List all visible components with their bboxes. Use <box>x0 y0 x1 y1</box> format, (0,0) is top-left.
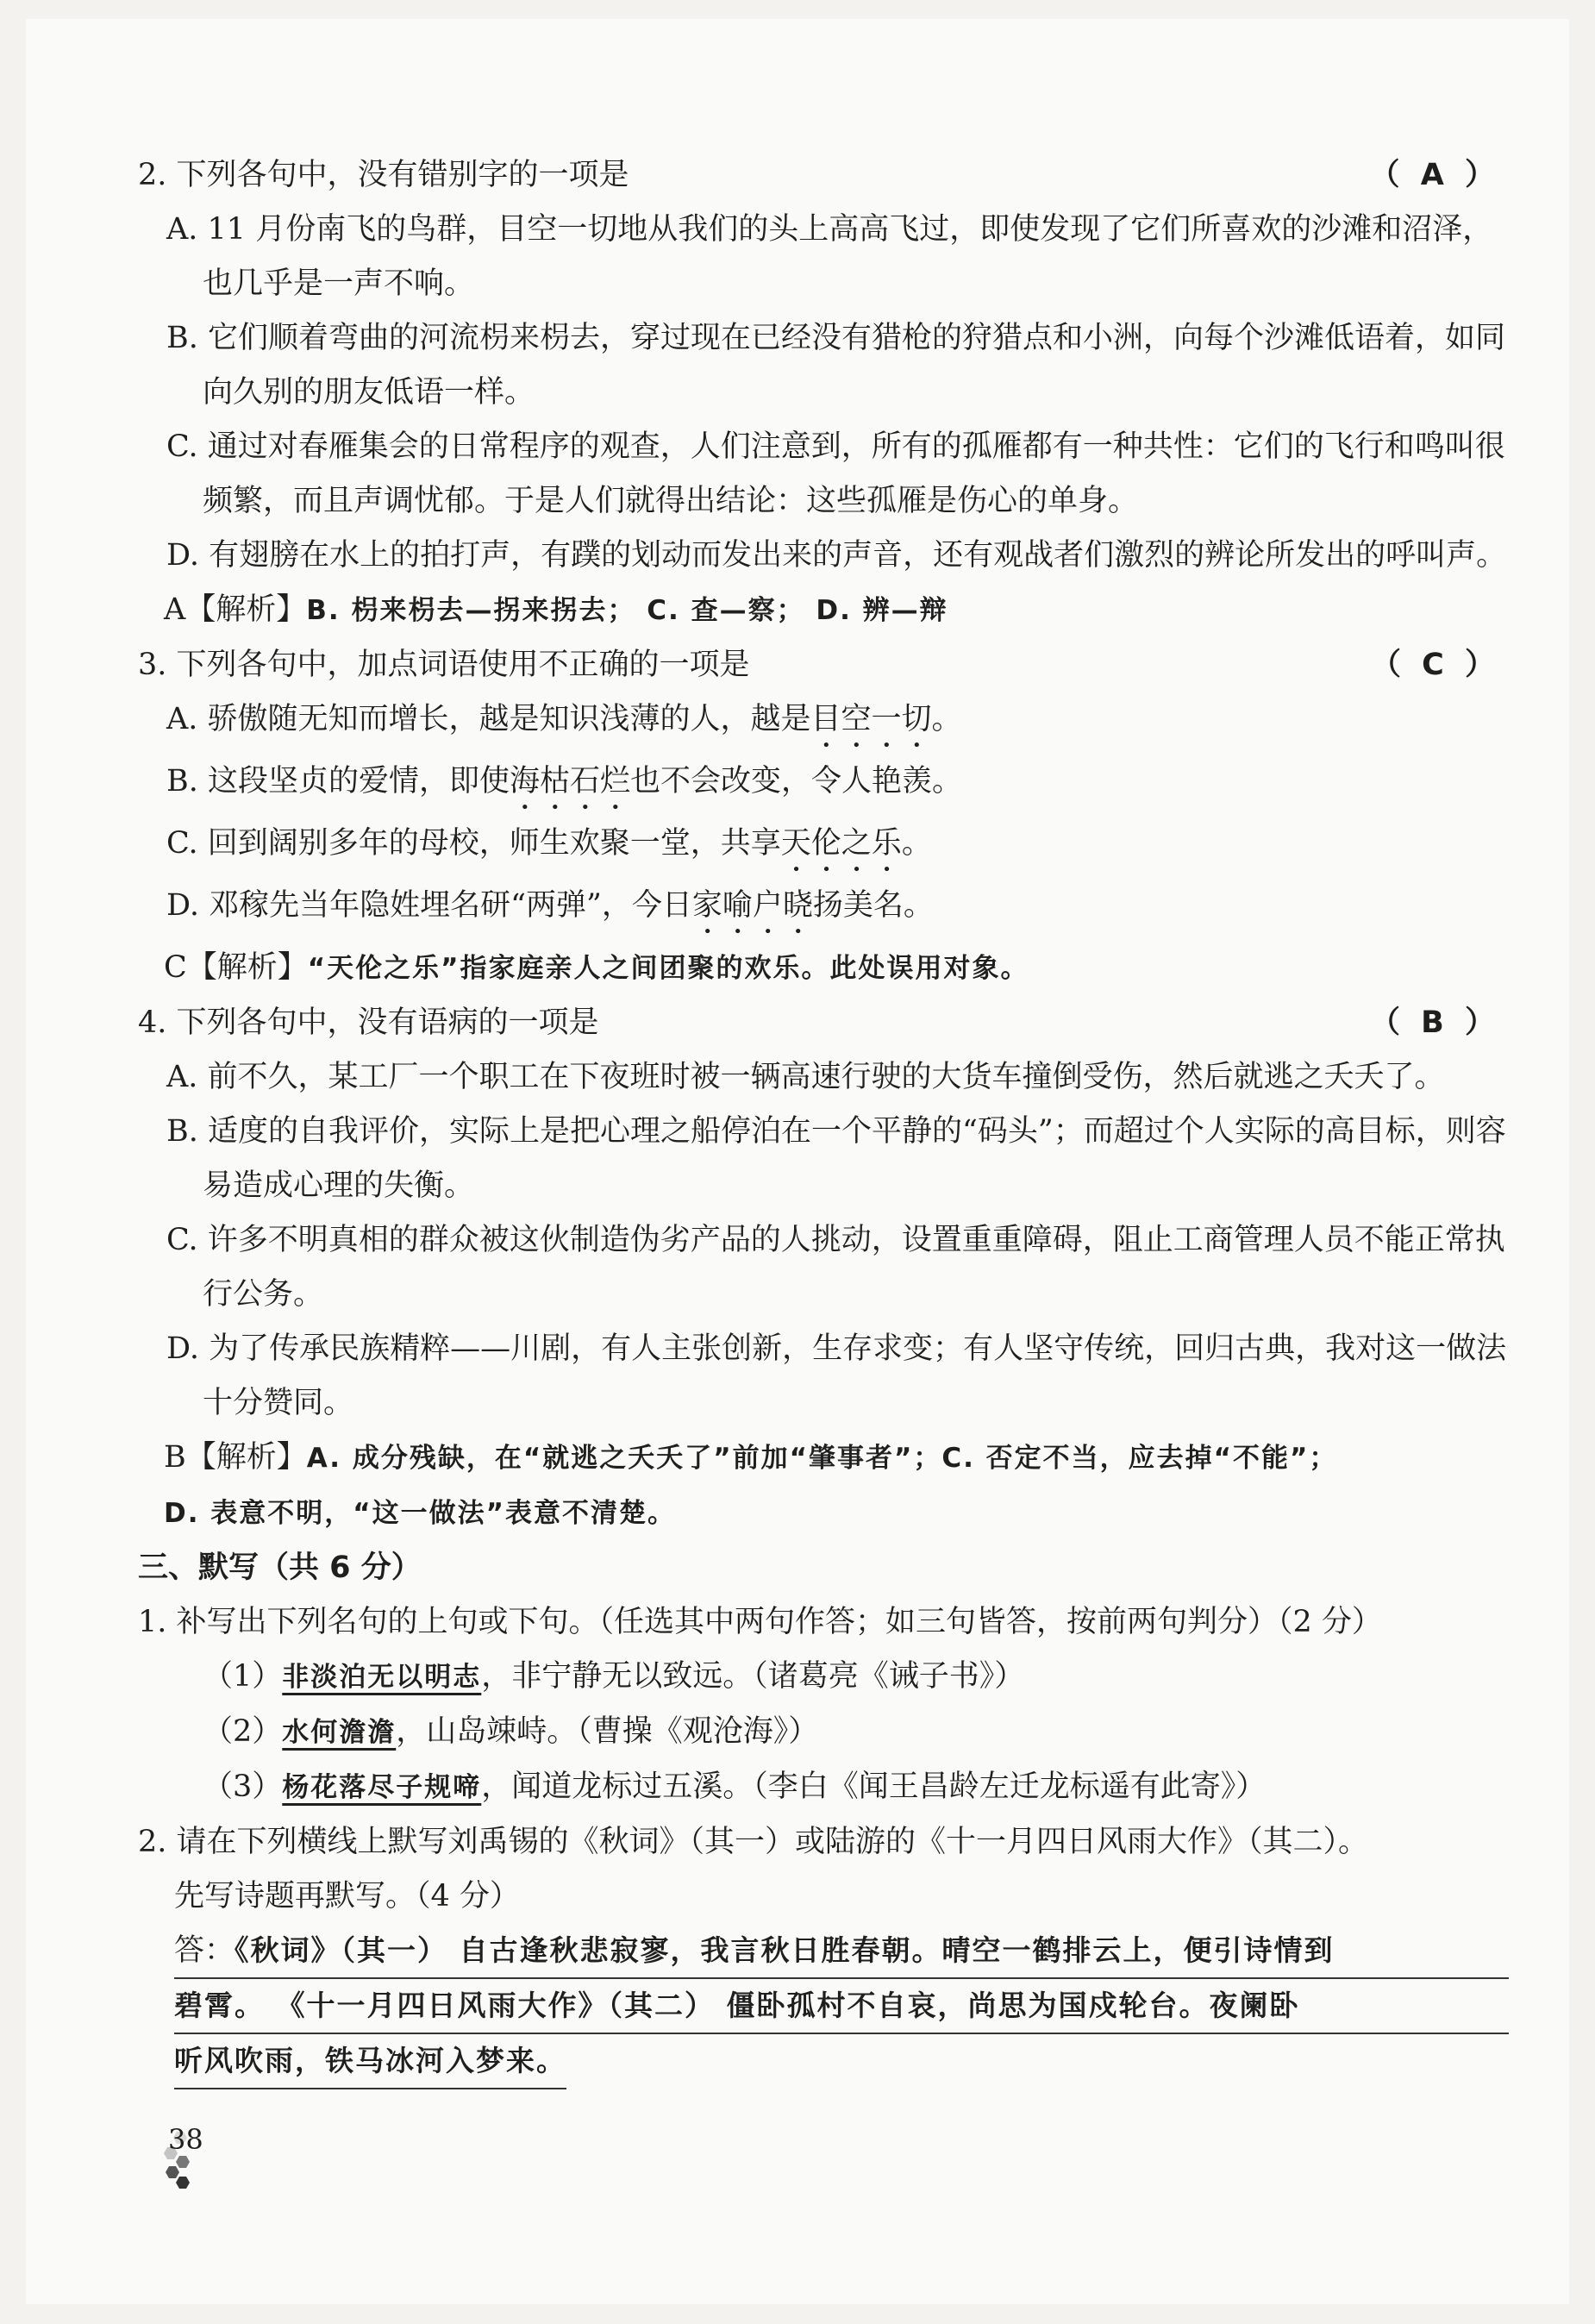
option-a <box>138 692 1509 755</box>
explanation-tag: A【解析】 <box>164 592 307 627</box>
option-text: 扬美名。 <box>812 888 934 923</box>
handwritten-answer-block <box>138 1924 1509 2089</box>
option-text: A. 骄傲随无知而增长，越是知识浅薄的人，越是 <box>166 702 811 736</box>
question-stem: 2. 请在下列横线上默写刘禹锡的《秋词》（其一）或陆游的《十一月四日风雨大作》（其二）。 <box>138 1825 1369 1859</box>
item-text: ，山岛竦峙。（曹操《观沧海》） <box>396 1714 819 1749</box>
explanation-text: “天伦之乐”指家庭亲人之间团聚的欢乐。此处误用对象。 <box>307 953 1029 984</box>
option-c <box>138 817 1509 879</box>
option-d: D. 有翅膀在水上的拍打声，有蹼的划动而发出来的声音，还有观战者们激烈的辨论所发出的呼叫声。 <box>166 538 1507 573</box>
option-d <box>138 879 1509 941</box>
option-b: B. 适度的自我评价，实际上是把心理之船停泊在一个平静的“码头”；而超过个人实际的高目标，则容易造成心理的失衡。 <box>166 1114 1506 1203</box>
page <box>26 19 1569 2304</box>
answer-text: 碧霄。 《十一月四日风雨大作》（其二） 僵卧孤村不自哀，尚思为国戍轮台。夜阑卧 <box>174 1989 1300 2022</box>
dotted-phrase: 目空一切 <box>810 702 932 736</box>
option-d: D. 为了传承民族精粹——川剧，有人主张创新，生存求变；有人坚守传统，回归古典，我对这一做法十分赞同。 <box>166 1331 1507 1420</box>
option-b: B. 它们顺着弯曲的河流枴来枴去，穿过现在已经没有猎枪的狩猎点和小洲，向每个沙滩低语着，如同向久别的朋友低语一样。 <box>166 321 1505 410</box>
item-number: （3） <box>203 1770 283 1804</box>
answer-line-2 <box>174 1979 1509 2034</box>
handwritten-answer: 水何澹澹 <box>282 1717 397 1748</box>
question-stem: 4. 下列各句中，没有语病的一项是 <box>138 1005 599 1040</box>
explanation-text: B. 枴来枴去—拐来拐去； C. 查—察； D. 辨—辩 <box>306 595 948 626</box>
explanation-text: A. 成分残缺，在“就逃之夭夭了”前加“肇事者”；C. 否定不当，应去掉“不能”； <box>306 1443 1338 1474</box>
option-c: C. 许多不明真相的群众被这伙制造伪劣产品的人挑动，设置重重障碍，阻止工商管理人员不能正常执行公务。 <box>166 1223 1505 1312</box>
option-b <box>138 755 1509 817</box>
dotted-phrase: 海枯石烂 <box>509 764 630 799</box>
section-title: 三、默写（共 6 分） <box>138 1550 422 1585</box>
fill-item-2 <box>138 1705 1509 1760</box>
question-stem-continued: 先写诗题再默写。（4 分） <box>174 1879 520 1914</box>
explanation-tag: B【解析】 <box>164 1440 307 1475</box>
explanation-continued <box>138 1486 1509 1541</box>
dotted-phrase: 天伦之乐 <box>780 826 902 861</box>
answer-bracket: （ C ） <box>1370 648 1500 682</box>
option-a: A. 前不久，某工厂一个职工在下夜班时被一辆高速行驶的大货车撞倒受伤，然后就逃之夭夭了。 <box>166 1060 1445 1094</box>
answer-text: 听风吹雨，铁马冰河入梦来。 <box>174 2044 566 2077</box>
page-number: 38 <box>168 2123 203 2156</box>
option-text: B. 这段坚贞的爱情，即使 <box>166 764 510 799</box>
option-text: C. 回到阔别多年的母校，师生欢聚一堂，共享 <box>166 826 781 861</box>
answer-line-1 <box>174 1924 1509 1979</box>
answer-text: 《秋词》（其一） 自古逢秋悲寂寥，我言秋日胜春朝。晴空一鹤排云上，便引诗情到 <box>235 1933 1335 1967</box>
item-text: ，闻道龙标过五溪。（李白《闻王昌龄左迁龙标遥有此寄》） <box>481 1770 1267 1804</box>
option-text: 。 <box>901 826 932 861</box>
option-a: A. 11 月份南飞的鸟群，目空一切地从我们的头上高高飞过，即使发现了它们所喜欢的沙滩和沼泽，也几乎是一声不响。 <box>166 212 1493 301</box>
option-text: 。 <box>931 702 962 736</box>
fill-item-1 <box>138 1650 1509 1705</box>
explanation-tag: C【解析】 <box>164 950 308 985</box>
question-stem: 1. 补写出下列名句的上句或下句。（任选其中两句作答；如三句皆答，按前两句判分）（2 分） <box>138 1605 1382 1639</box>
answer-prefix: 答： <box>174 1933 235 1968</box>
handwritten-answer: 非淡泊无以明志 <box>282 1662 482 1693</box>
option-c: C. 通过对春雁集会的日常程序的观查，人们注意到，所有的孤雁都有一种共性：它们的飞行和鸣叫很频繁，而且声调忧郁。于是人们就得出结论：这些孤雁是伤心的单身。 <box>166 429 1505 518</box>
question-4 <box>138 996 1509 1050</box>
fill-item-3 <box>138 1760 1509 1815</box>
content <box>138 148 1509 2089</box>
dotted-phrase: 家喻户晓 <box>691 888 813 923</box>
answer-line-3 <box>174 2034 566 2089</box>
question-3 <box>138 638 1509 692</box>
question-stem: 3. 下列各句中，加点词语使用不正确的一项是 <box>138 648 750 682</box>
option-text: D. 邓稼先当年隐姓埋名研“两弹”，今日 <box>166 888 692 923</box>
question-2 <box>138 148 1509 203</box>
item-text: ，非宁静无以致远。（诸葛亮《诫子书》） <box>481 1659 1025 1694</box>
option-text: 也不会改变，令人艳羡。 <box>630 764 963 799</box>
answer-bracket: （ A ） <box>1369 158 1500 192</box>
explanation <box>138 1431 1509 1486</box>
item-number: （1） <box>203 1659 283 1694</box>
explanation-text: D. 表意不明，“这一做法”表意不清楚。 <box>164 1498 677 1529</box>
question-stem: 2. 下列各句中，没有错别字的一项是 <box>138 158 629 192</box>
item-number: （2） <box>203 1714 283 1749</box>
explanation <box>138 583 1509 638</box>
handwritten-answer: 杨花落尽子规啼 <box>282 1772 482 1803</box>
answer-bracket: （ B ） <box>1369 1005 1500 1040</box>
explanation <box>138 941 1509 996</box>
